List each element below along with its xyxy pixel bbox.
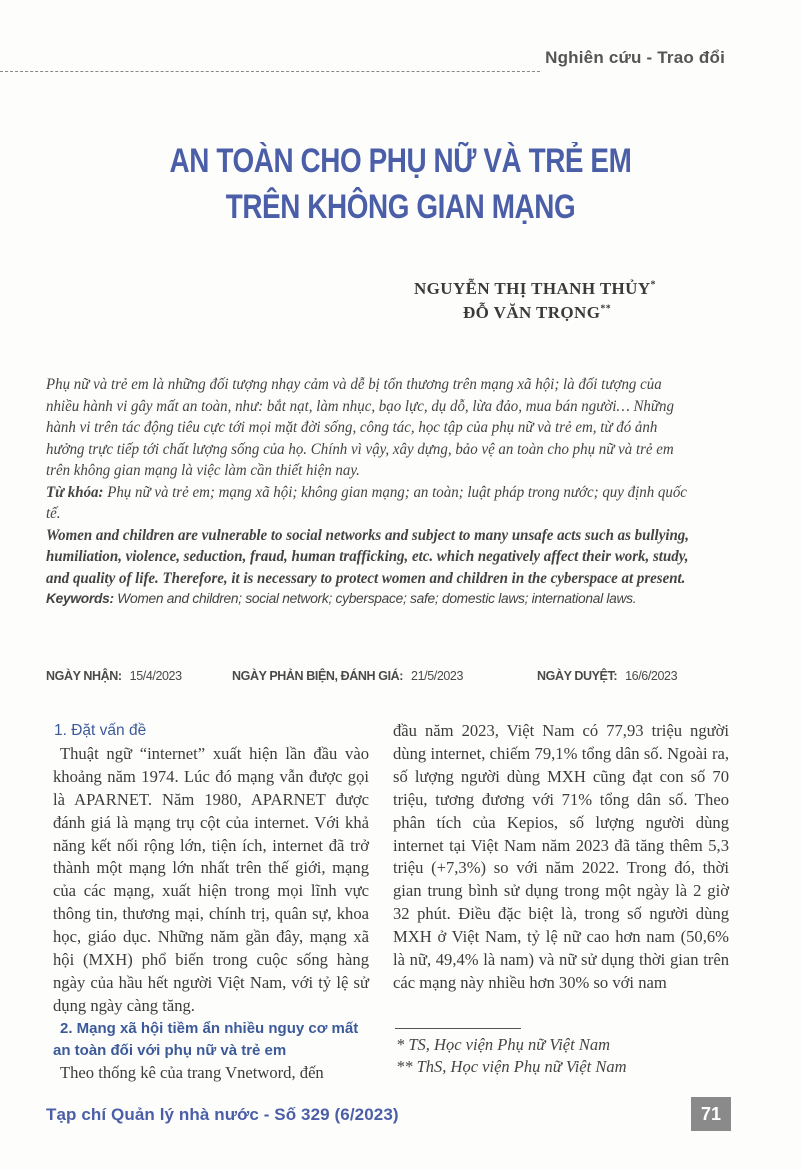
date-received-label: NGÀY NHẬN: [46, 669, 122, 683]
date-reviewed-value: 21/5/2023 [411, 669, 464, 683]
date-reviewed-label: NGÀY PHẢN BIỆN, ĐÁNH GIÁ: [232, 669, 404, 683]
author-2-name: ĐỖ VĂN TRỌNG [463, 303, 601, 322]
paragraph-1: Thuật ngữ “internet” xuất hiện lần đầu vào khoảng năm 1974. Lúc đó mạng vẫn được gọi là APARNET. Năm 1980, APARNET được đánh giá là mạng trụ cột của internet. Với khả năng kết nối rộng lớn, tiện ích, internet đã trở thành một mạng lớn nhất trên thế giới, mạng của các mạng, xuất hiện trong mọi lĩnh vực thông tin, thương mại, chính trị, quân sự, khoa học, giáo dục. Những năm gần đây, mạng xã hội (MXH) phổ biến trong cuộc sống hàng ngày của hầu hết người Việt Nam, với tỷ lệ sử dụng ngày càng tăng. [53, 743, 369, 1015]
page-number: 71 [691, 1097, 731, 1131]
abstract [46, 374, 694, 611]
keywords-vi-text: Phụ nữ và trẻ em; mạng xã hội; không gian mạng; an toàn; luật pháp trong nước; quy định quốc tế. [46, 483, 687, 522]
section-heading-2: 2. Mạng xã hội tiềm ẩn nhiều nguy cơ mất an toàn đối với phụ nữ và trẻ em [53, 1019, 359, 1059]
abstract-en: Women and children are vulnerable to social networks and subject to many unsafe acts such as bullying, humiliation, violence, seduction, fraud, human trafficking, etc. which negatively affect their work, study, and quality of life. Therefore, it is necessary to protect women and children in the cyberspace at present. [46, 526, 689, 587]
body-column-right [393, 720, 729, 995]
section-heading-1: 1. Đặt vấn đề [54, 722, 147, 739]
author-2 [463, 303, 611, 323]
date-received [46, 669, 182, 683]
footnote-1: * TS, Học viện Phụ nữ Việt Nam [396, 1035, 610, 1054]
journal-footer: Tạp chí Quản lý nhà nước - Số 329 (6/2023) [46, 1105, 399, 1124]
body-column-left [53, 720, 369, 1085]
section-heading: Nghiên cứu - Trao đổi [545, 48, 725, 67]
paragraph-3: đầu năm 2023, Việt Nam có 77,93 triệu người dùng internet, chiếm 79,1% tổng dân số. Ngoài ra, số lượng người dùng MXH cũng đạt con số 70 triệu, tương đương với 71% tổng dân số. Theo phân tích của Kepios, số lượng người dùng internet tại Việt Nam năm 2023 đã tăng thêm 5,3 triệu (+7,3%) so với năm 2022. Trong đó, thời gian trung bình sử dụng trong một ngày là 2 giờ 32 phút. Điều đặc biệt là, trong số người dùng MXH ở Việt Nam, tỷ lệ nữ cao hơn nam (50,6% là nữ, 49,4% là nam) và nữ sử dụng thời gian trên các mạng này nhiều hơn 30% so với nam [393, 721, 729, 992]
keywords-en-text: Women and children; social network; cyberspace; safe; domestic laws; international laws. [113, 591, 637, 607]
article-title-line-2: TRÊN KHÔNG GIAN MẠNG [225, 188, 576, 226]
keywords-vi [46, 482, 694, 525]
date-approved-label: NGÀY DUYỆT: [537, 669, 618, 683]
author-1-mark: * [650, 279, 656, 291]
footnote-rule [395, 1028, 521, 1029]
footnote-2: ** ThS, Học viện Phụ nữ Việt Nam [396, 1057, 627, 1076]
paragraph-2: Theo thống kê của trang Vnetword, đến [60, 1062, 324, 1082]
date-received-value: 15/4/2023 [129, 669, 182, 683]
abstract-vi: Phụ nữ và trẻ em là những đối tượng nhạy cảm và dễ bị tổn thương trên mạng xã hội; là đối tượng của nhiều hành vi gây mất an toàn, như: bắt nạt, làm nhục, bạo lực, dụ dỗ, lừa đảo, mua bán người… Những hành vi trên tác động tiêu cực tới mọi mặt đời sống, công tác, học tập của phụ nữ và trẻ em, từ đó ảnh hưởng trực tiếp tới chất lượng sống của họ. Chính vì vậy, xây dựng, bảo vệ an toàn cho phụ nữ và trẻ em trên không gian mạng là việc làm cần thiết hiện nay. [46, 376, 674, 479]
article-title-line-1: AN TOÀN CHO PHỤ NỮ VÀ TRẺ EM [169, 142, 632, 180]
author-2-mark: ** [600, 303, 612, 315]
author-1 [414, 279, 656, 299]
keywords-vi-label: Từ khóa: [46, 483, 104, 501]
header-rule [0, 71, 540, 72]
date-reviewed [232, 669, 463, 683]
date-approved [537, 669, 677, 683]
author-1-name: NGUYỄN THỊ THANH THỦY [414, 279, 651, 298]
keywords-en-label: Keywords: [46, 591, 114, 607]
keywords-en [46, 589, 694, 611]
date-approved-value: 16/6/2023 [625, 669, 678, 683]
